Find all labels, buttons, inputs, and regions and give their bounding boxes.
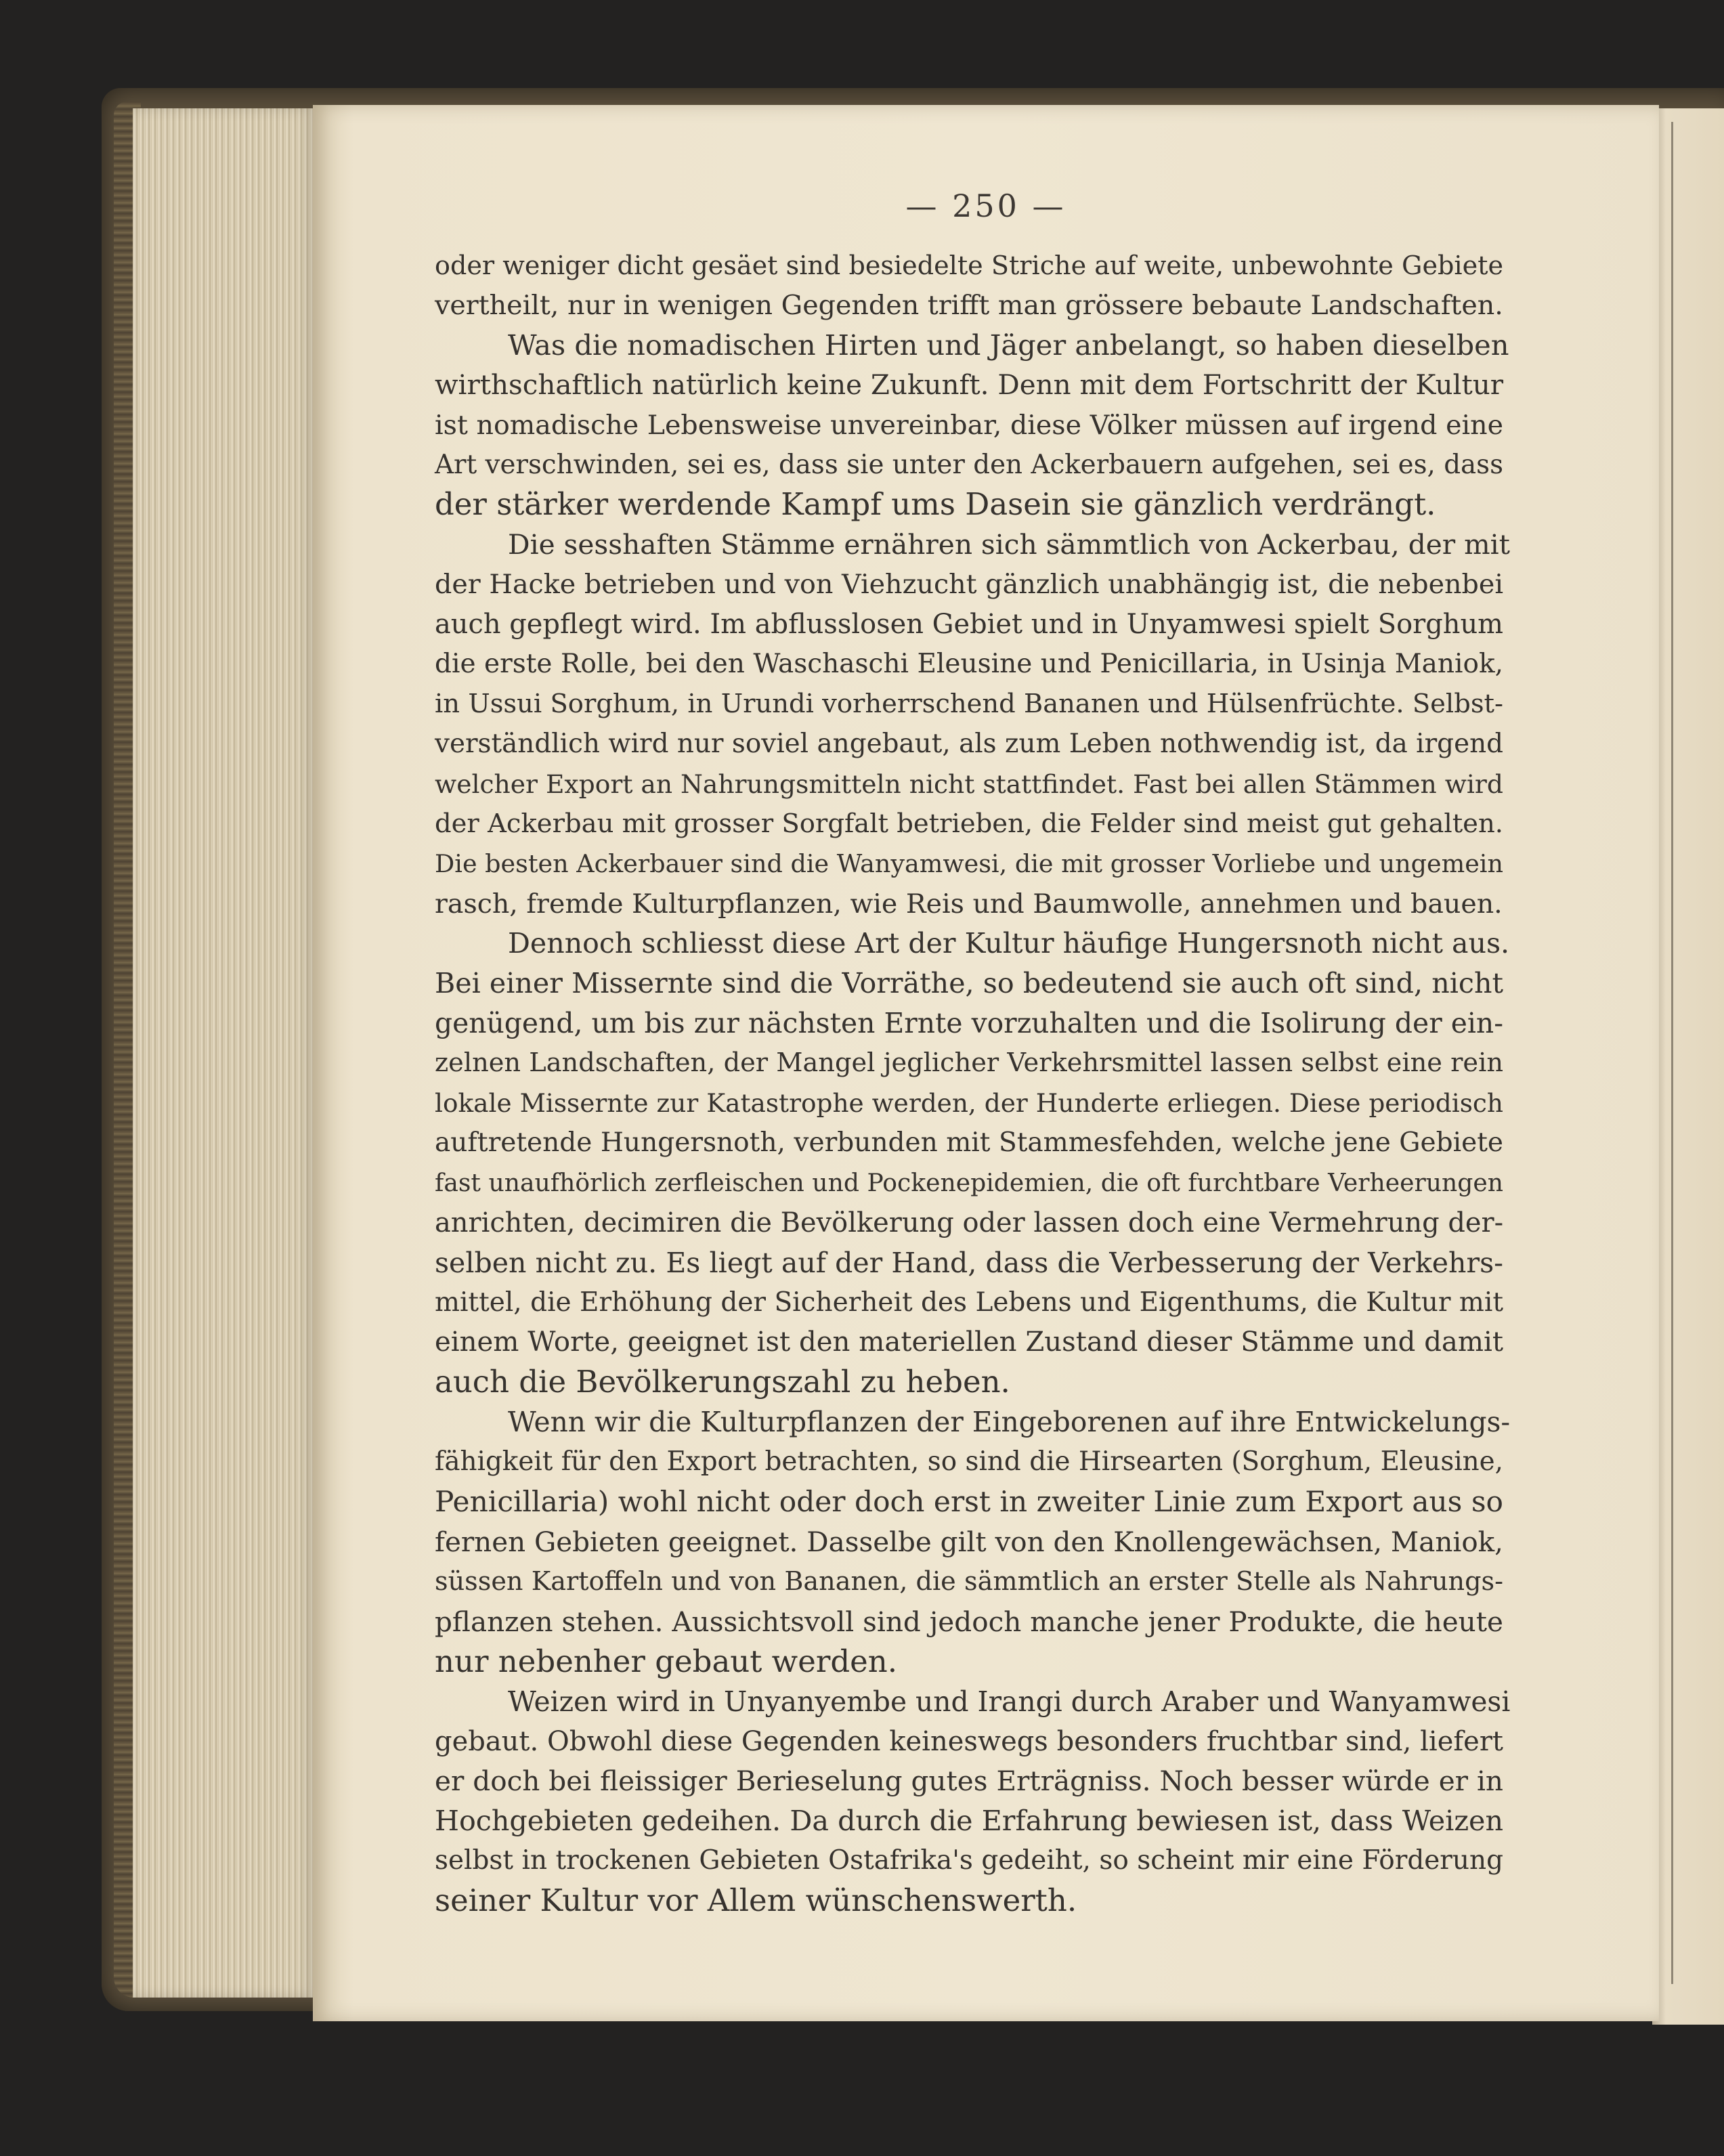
text-line: Penicillaria) wohl nicht oder doch erst in zweiter Linie zum Export aus so — [435, 1485, 1503, 1519]
paragraph — [435, 924, 1510, 1402]
text-line: anrichten, decimiren die Bevölkerung oder lassen doch eine Vermehrung der- — [435, 1207, 1504, 1238]
text-line: auch die Bevölkerungszahl zu heben. — [435, 1364, 1010, 1400]
text-line: Hochgebieten gedeihen. Da durch die Erfahrung bewiesen ist, dass Weizen — [435, 1805, 1503, 1838]
text-line: er doch bei fleissiger Berieselung gutes Erträgniss. Noch besser würde er in — [435, 1765, 1503, 1798]
text-line: Was die nomadischen Hirten und Jäger anbelangt, so haben dieselben — [508, 328, 1509, 362]
facing-page-edge — [1652, 108, 1724, 2025]
facing-page-gutter-line — [1671, 122, 1673, 1984]
text-line: selben nicht zu. Es liegt auf der Hand, dass die Verbesserung der Verkehrs- — [435, 1246, 1503, 1279]
paragraph — [435, 326, 1509, 525]
text-line: rasch, fremde Kulturpflanzen, wie Reis und Baumwolle, annehmen und bauen. — [435, 888, 1503, 920]
text-line: der stärker werdende Kampf ums Dasein sie gänzlich verdrängt. — [435, 486, 1436, 523]
text-line: fernen Gebieten geeignet. Dasselbe gilt von den Knollengewächsen, Maniok, — [435, 1526, 1503, 1558]
text-line: Die sesshaften Stämme ernähren sich sämmtlich von Ackerbau, der mit — [508, 528, 1510, 561]
text-line: süssen Kartoffeln und von Bananen, die sämmtlich an erster Stelle als Nahrungs- — [435, 1566, 1503, 1597]
text-line: auch gepflegt wird. Im abflusslosen Gebiet und in Unyamwesi spielt Sorghum — [435, 609, 1503, 641]
text-line: selbst in trockenen Gebieten Ostafrika's gedeiht, so scheint mir eine Förderung — [435, 1845, 1503, 1876]
text-line: oder weniger dicht gesäet sind besiedelte Striche auf weite, unbewohnte Gebiete — [435, 251, 1503, 280]
text-line: zelnen Landschaften, der Mangel jeglicher Verkehrsmittel lassen selbst eine rein — [435, 1048, 1503, 1079]
page-text — [435, 246, 1511, 1921]
page-number: — 250 — — [905, 188, 1066, 224]
paragraph — [435, 1402, 1511, 1681]
paragraph — [435, 1682, 1511, 1921]
text-line: fähigkeit für den Export betrachten, so sind die Hirsearten (Sorghum, Eleusine, — [435, 1446, 1503, 1478]
text-line: fast unaufhörlich zerfleischen und Pockenepidemien, die oft furchtbare Verheerungen — [435, 1167, 1503, 1197]
text-line: die erste Rolle, bei den Waschaschi Eleusine und Penicillaria, in Usinja Maniok, — [435, 649, 1503, 680]
text-line: Wenn wir die Kulturpflanzen der Eingeborenen auf ihre Entwickelungs- — [508, 1406, 1511, 1439]
text-line: Art verschwinden, sei es, dass sie unter den Ackerbauern aufgehen, sei es, dass — [435, 449, 1503, 480]
text-line: ist nomadische Lebensweise unvereinbar, diese Völker müssen auf irgend eine — [435, 409, 1503, 441]
text-line: vertheilt, nur in wenigen Gegenden trifft man grössere bebaute Landschaften. — [435, 289, 1503, 321]
text-line: in Ussui Sorghum, in Urundi vorherrschend Bananen und Hülsenfrüchte. Selbst- — [435, 688, 1503, 719]
text-line: Die besten Ackerbauer sind die Wanyamwesi, die mit grosser Vorliebe und ungemein — [435, 848, 1503, 878]
text-line: einem Worte, geeignet ist den materiellen Zustand dieser Stämme und damit — [435, 1327, 1503, 1358]
text-line: gebaut. Obwohl diese Gegenden keineswegs besonders fruchtbar sind, liefert — [435, 1725, 1503, 1757]
text-line: Dennoch schliesst diese Art der Kultur häufige Hungersnoth nicht aus. — [508, 927, 1510, 960]
text-line: auftretende Hungersnoth, verbunden mit Stammesfehden, welche jene Gebiete — [435, 1127, 1503, 1158]
text-line: welcher Export an Nahrungsmitteln nicht stattfindet. Fast bei allen Stämmen wird — [435, 769, 1503, 799]
text-line: mittel, die Erhöhung der Sicherheit des Lebens und Eigenthums, die Kultur mit — [435, 1287, 1503, 1318]
text-line: genügend, um bis zur nächsten Ernte vorzuhalten und die Isolirung der ein- — [435, 1007, 1503, 1040]
page-stack — [133, 108, 316, 1998]
text-line: der Hacke betrieben und von Viehzucht gänzlich unabhängig ist, die nebenbei — [435, 569, 1503, 601]
text-line: Weizen wird in Unyanyembe und Irangi durch Araber und Wanyamwesi — [508, 1685, 1511, 1718]
paragraph — [435, 525, 1510, 924]
text-line: verständlich wird nur soviel angebaut, als zum Leben nothwendig ist, da irgend — [435, 728, 1503, 759]
text-line: pflanzen stehen. Aussichtsvoll sind jedoch manche jener Produkte, die heute — [435, 1605, 1503, 1638]
text-line: wirthschaftlich natürlich keine Zukunft. Denn mit dem Fortschritt der Kultur — [435, 368, 1503, 401]
paragraph — [435, 246, 1503, 326]
book-page — [313, 105, 1659, 2021]
text-line: der Ackerbau mit grosser Sorgfalt betrieben, die Felder sind meist gut gehalten. — [435, 808, 1503, 839]
text-line: Bei einer Missernte sind die Vorräthe, so bedeutend sie auch oft sind, nicht — [435, 967, 1503, 1000]
text-line: nur nebenher gebaut werden. — [435, 1643, 898, 1679]
text-line: lokale Missernte zur Katastrophe werden, der Hunderte erliegen. Diese periodisch — [435, 1088, 1503, 1119]
text-line: seiner Kultur vor Allem wünschenswerth. — [435, 1882, 1077, 1919]
